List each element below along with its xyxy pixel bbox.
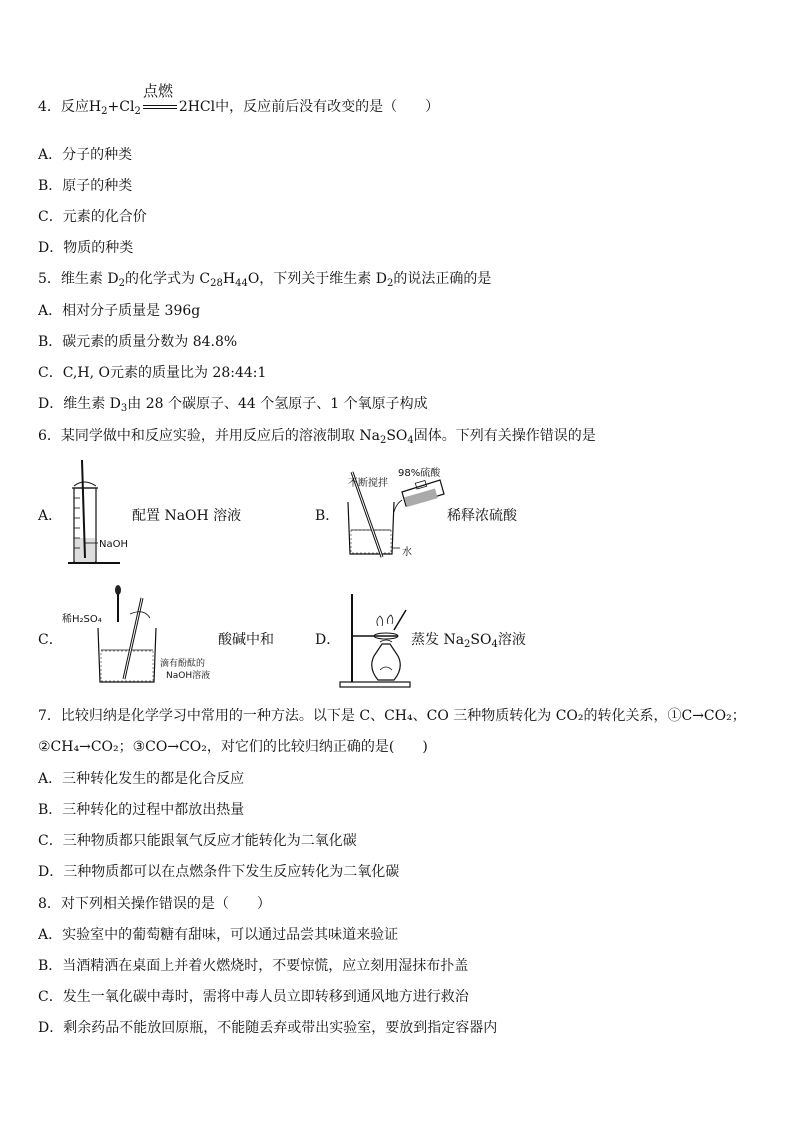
q7-option-a[interactable]: A．三种转化发生的都是化合反应 [38, 771, 245, 787]
sub: 2 [101, 106, 108, 117]
q4-prefix: 4．反应 [38, 99, 89, 115]
q6-option-b-letter[interactable]: B． [315, 508, 340, 524]
sub: 28 [210, 278, 223, 289]
sub: 4 [491, 639, 498, 650]
sub: 4 [407, 435, 414, 446]
sub: 2 [134, 106, 141, 117]
sub: 44 [235, 278, 248, 289]
sub: 2 [379, 435, 387, 446]
q6-d-text: 蒸发 Na [411, 632, 465, 648]
q6-text: 固体。下列有关操作错误的是 [413, 428, 596, 444]
acid-bottle-label: 98%硫酸 [398, 468, 441, 479]
q5-option-b[interactable]: B．碳元素的质量分数为 84.8% [38, 334, 238, 350]
q6-a-caption: 配置 NaOH 溶液 [132, 508, 242, 524]
q5-d-text: D．维生素 D [38, 396, 121, 412]
solution-label-2: NaOH溶液 [166, 671, 211, 681]
q6-text: 6．某同学做中和反应实验，并用反应后的溶液制取 Na [38, 428, 380, 444]
sub: 2 [464, 639, 471, 650]
q7-option-b[interactable]: B．三种转化的过程中都放出热量 [38, 802, 245, 818]
sub: 2 [386, 278, 394, 289]
q5-option-a[interactable]: A．相对分子质量是 396g [38, 303, 201, 319]
q5-text: 5．维生素 D [38, 271, 119, 287]
q5-text: O，下列关于维生素 D [247, 271, 387, 287]
reaction-equals-sign [143, 105, 177, 109]
q6-text: SO [386, 428, 408, 444]
dilute-acid-label: 稀H₂SO₄ [62, 614, 102, 625]
evaporation-stand-figure [338, 590, 416, 690]
reaction-condition: 点燃 [142, 82, 173, 100]
q6-option-d-letter[interactable]: D． [315, 632, 341, 648]
question-4-stem [38, 98, 439, 121]
q8-option-a[interactable]: A．实验室中的葡萄糖有甜味，可以通过品尝其味道来验证 [38, 927, 399, 943]
q6-d-text: 溶液 [497, 632, 526, 648]
q4-option-d[interactable]: D．物质的种类 [38, 240, 134, 256]
q6-option-a-letter[interactable]: A． [38, 508, 63, 524]
solution-label-1: 滴有酚酞的 [160, 659, 206, 669]
q6-b-caption: 稀释浓硫酸 [447, 508, 517, 524]
q5-option-d[interactable] [38, 395, 428, 418]
question-5-stem [38, 270, 491, 293]
q6-option-c-letter[interactable]: C． [38, 632, 63, 648]
q4-option-b[interactable]: B．原子的种类 [38, 178, 133, 194]
q4-suffix: 中，反应前后没有改变的是（ ） [215, 99, 440, 115]
q6-c-caption: 酸碱中和 [218, 632, 274, 648]
question-6-stem [38, 427, 596, 450]
q6-d-text: SO [470, 632, 492, 648]
q5-d-text: 由 28 个碳原子、44 个氢原子、1 个氧原子构成 [127, 396, 428, 412]
question-7-stem-line2: ②CH₄→CO₂；③CO→CO₂，对它们的比较归纳正确的是( ) [38, 739, 428, 755]
question-8-stem: 8．对下列相关操作错误的是（ ） [38, 896, 271, 912]
product-hcl: 2HCl [178, 99, 216, 115]
graduated-cylinder-figure [60, 458, 140, 568]
q8-option-c[interactable]: C．发生一氧化碳中毒时，需将中毒人员立即转移到通风地方进行救治 [38, 989, 469, 1005]
q7-option-d[interactable]: D．三种物质都可以在点燃条件下发生反应转化为二氧化碳 [38, 864, 400, 880]
question-7-stem-line1: 7．比较归纳是化学学习中常用的一种方法。以下是 C、CH₄、CO 三种物质转化为 CO₂的转化关系，①C→CO₂； [38, 708, 746, 724]
q4-option-c[interactable]: C．元素的化合价 [38, 209, 147, 225]
q7-option-c[interactable]: C．三种物质都只能跟氧气反应才能转化为二氧化碳 [38, 833, 357, 849]
stir-label: 不断搅拌 [348, 478, 388, 489]
q6-d-caption [411, 629, 526, 650]
naoh-label: NaOH [99, 539, 128, 550]
q8-option-b[interactable]: B．当酒精洒在桌面上并着火燃烧时，不要惊慌，应立刻用湿抹布扑盖 [38, 958, 469, 974]
q8-option-d[interactable]: D．剩余药品不能放回原瓶，不能随丢弃或带出实验室，要放到指定容器内 [38, 1020, 498, 1036]
sub: 3 [120, 403, 128, 414]
sub: 2 [118, 278, 125, 289]
q5-text: H [222, 271, 236, 287]
q5-text: 的化学式为 C [124, 271, 211, 287]
reactant-cl: +Cl [107, 99, 135, 115]
beaker-neutralization-figure [94, 584, 164, 684]
reactant-h: H [88, 99, 102, 115]
q5-text: 的说法正确的是 [393, 271, 492, 287]
q5-option-c[interactable]: C．C,H, O元素的质量比为 28:44:1 [38, 365, 267, 381]
water-label: 水 [402, 547, 412, 558]
q4-option-a[interactable]: A．分子的种类 [38, 147, 133, 163]
